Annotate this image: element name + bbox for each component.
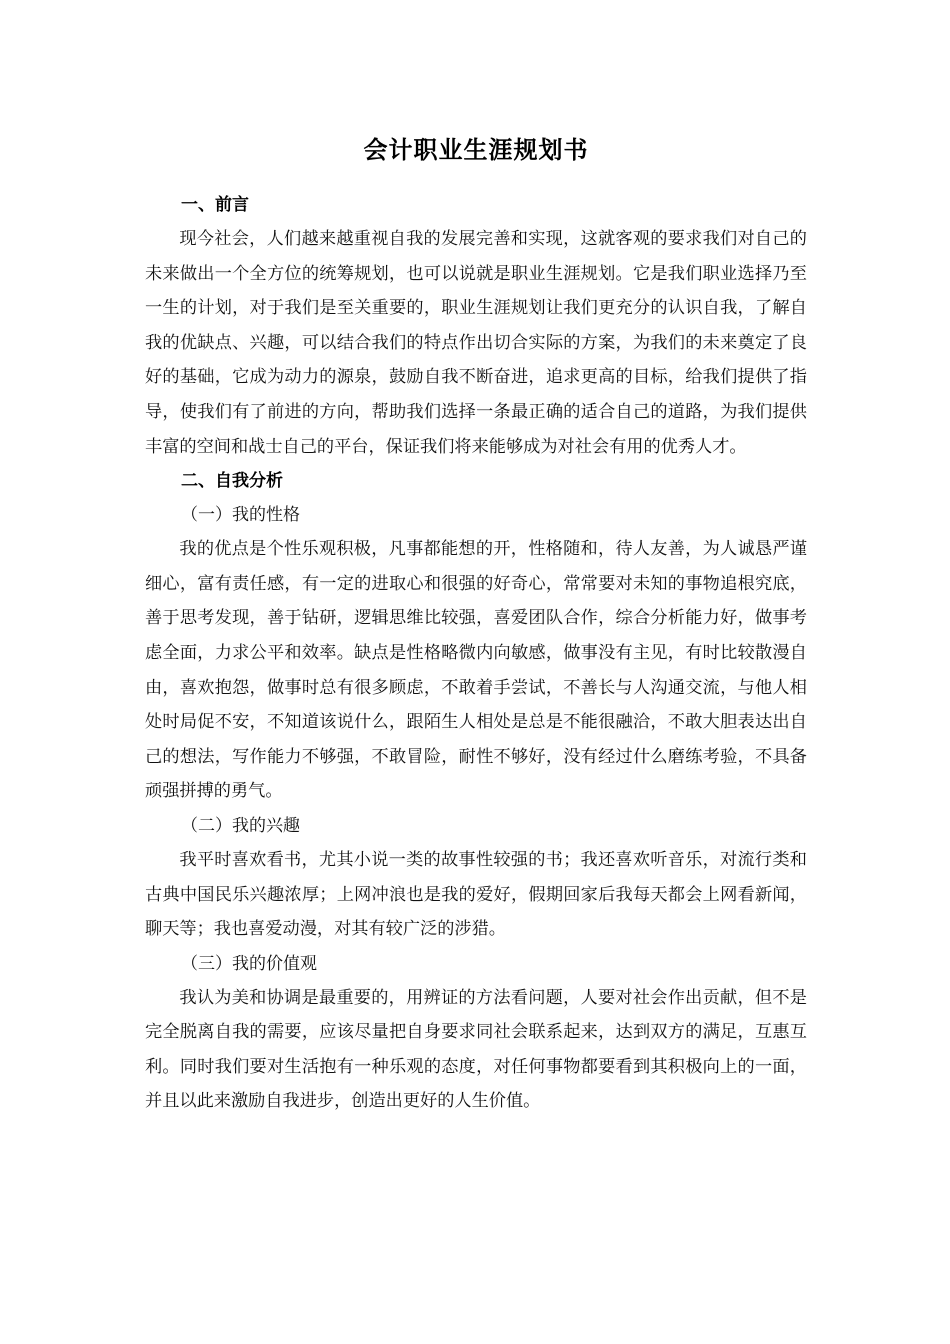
document-title: 会计职业生涯规划书 (363, 136, 589, 164)
section-heading-self-analysis: 二、自我分析 (181, 471, 283, 492)
personality-paragraph: 我的优点是个性乐观积极，凡事都能想的开，性格随和，待人友善，为人诚恳严谨细心，富有责任感，有一定的进取心和很强的好奇心，常常要对未知的事物追根究底，善于思考发现，善于钻研，逻辑思维比较强，喜爱团队合作，综合分析能力好，做事考虑全面，力求公平和效率。缺点是性格略微内向敏感，做事没有主见，有时比较散漫自由，喜欢抱怨，做事时总有很多顾虑，不敢着手尝试，不善长与人沟通交流，与他人相处时局促不安，不知道该说什么，跟陌生人相处是总是不能很融洽，不敢大胆表达出自己的想法，写作能力不够强，不敢冒险，耐性不够好，没有经过什么磨练考验，不具备顽强拼搏的勇气。 (145, 539, 807, 802)
subheading-interests: （二）我的兴趣 (181, 815, 300, 836)
document-body (145, 126, 807, 1119)
subheading-values: （三）我的价值观 (181, 953, 317, 974)
subheading-personality: （一）我的性格 (181, 505, 300, 526)
interests-paragraph: 我平时喜欢看书，尤其小说一类的故事性较强的书；我还喜欢听音乐，对流行类和古典中国民乐兴趣浓厚；上网冲浪也是我的爱好，假期回家后我每天都会上网看新闻，聊天等；我也喜爱动漫，对其有较广泛的涉猎。 (145, 849, 807, 940)
section-heading-intro: 一、前言 (181, 195, 249, 215)
intro-paragraph: 现今社会，人们越来越重视自我的发展完善和实现，这就客观的要求我们对自己的未来做出一个全方位的统筹规划，也可以说就是职业生涯规划。它是我们职业选择乃至一生的计划，对于我们是至关重要的，职业生涯规划让我们更充分的认识自我，了解自我的优缺点、兴趣，可以结合我们的特点作出切合实际的方案，为我们的未来奠定了良好的基础，它成为动力的源泉，鼓励自我不断奋进，追求更高的目标，给我们提供了指导，使我们有了前进的方向，帮助我们选择一条最正确的适合自己的道路，为我们提供丰富的空间和战士自己的平台，保证我们将来能够成为对社会有用的优秀人才。 (145, 229, 807, 457)
values-paragraph: 我认为美和协调是最重要的，用辨证的方法看问题，人要对社会作出贡献，但不是完全脱离自我的需要，应该尽量把自身要求同社会联系起来，达到双方的满足，互惠互利。同时我们要对生活抱有一种乐观的态度，对任何事物都要看到其积极向上的一面，并且以此来激励自我进步，创造出更好的人生价值。 (145, 987, 807, 1112)
